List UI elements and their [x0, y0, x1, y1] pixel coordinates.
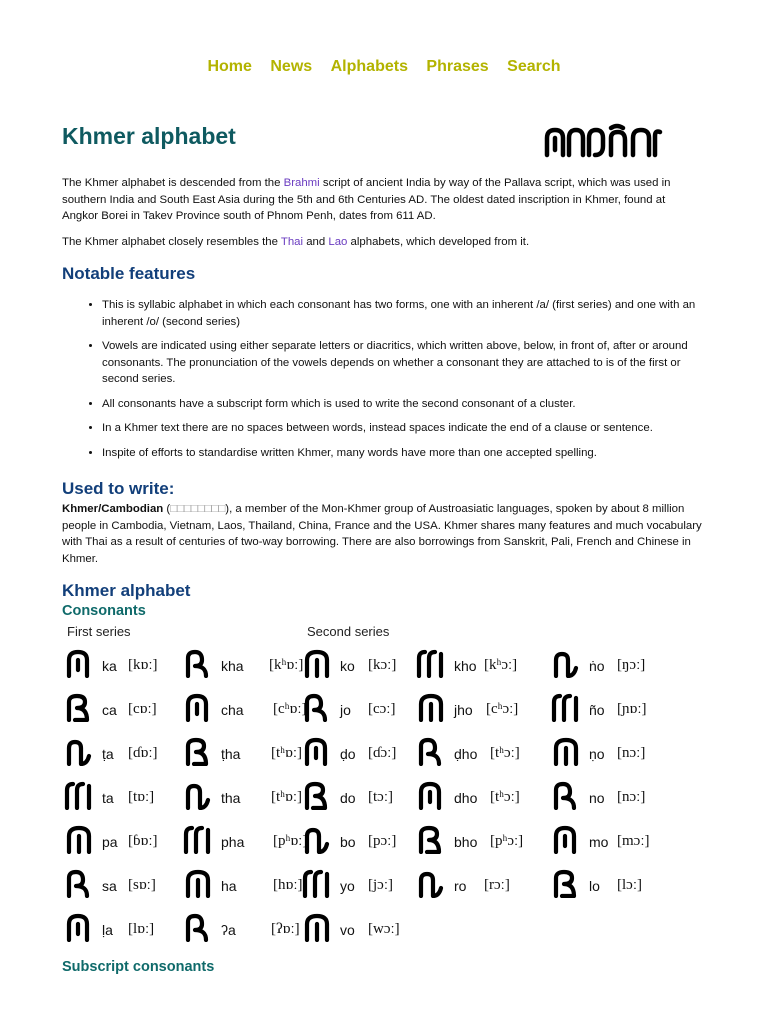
consonant-transliteration: yo [340, 878, 355, 894]
consonant-cell [62, 692, 192, 732]
consonant-glyph [181, 692, 213, 722]
consonant-glyph [414, 736, 446, 766]
consonant-transliteration: ṭa [102, 746, 114, 762]
consonant-transliteration: ḍo [340, 746, 356, 762]
consonant-ipa: [ɲɒː] [617, 701, 647, 717]
consonant-cell [62, 824, 192, 864]
consonant-cell [181, 868, 311, 908]
brahmi-link[interactable]: Brahmi [283, 177, 320, 189]
consonant-glyph [62, 692, 94, 722]
consonant-glyph [62, 780, 94, 810]
consonant-glyph [300, 912, 332, 942]
consonant-ipa: [ʔɒː] [271, 921, 300, 937]
consonant-ipa: [tɒː] [128, 789, 155, 805]
first-series-label: First series [67, 624, 131, 639]
consonant-ipa: [pɔː] [368, 833, 397, 849]
khmer-alphabet-heading: Khmer alphabet [62, 581, 191, 600]
consonant-cell [300, 780, 430, 820]
consonant-transliteration: ʔa [221, 922, 236, 938]
consonant-glyph [300, 868, 332, 898]
lao-link[interactable]: Lao [328, 236, 348, 248]
list-item: • In a Khmer text there are no spaces between words, instead spaces indicate the end of a clause or sentence. [102, 420, 702, 437]
consonant-ipa: [ɗɔː] [368, 745, 397, 761]
consonant-transliteration: bo [340, 834, 356, 850]
list-item: • Vowels are indicated using either separate letters or diacritics, which written above, below, in front of, after or around consonants. The pronunciation of the vowels depends on whether a consonant they are attached to is of the first or second series. [102, 338, 702, 388]
list-item: • This is syllabic alphabet in which each consonant has two forms, one with an inherent /a/ (first series) and one with an inherent /o/ (second series) [102, 297, 702, 330]
consonant-cell [414, 692, 544, 732]
consonant-ipa: [tʰɒː] [271, 745, 302, 761]
consonant-transliteration: ka [102, 658, 117, 674]
consonant-cell [62, 736, 192, 776]
subscript-consonants-heading: Subscript consonants [62, 959, 215, 975]
used-to-write-heading: Used to write: [62, 479, 175, 498]
consonant-transliteration: ca [102, 702, 117, 718]
consonant-cell [181, 692, 311, 732]
consonant-cell [181, 648, 311, 688]
consonant-ipa: [cɔː] [368, 701, 396, 717]
consonant-glyph [300, 692, 332, 722]
consonant-ipa: [cɒː] [128, 701, 157, 717]
consonant-ipa: [pʰɒː] [273, 833, 308, 849]
consonant-glyph [549, 692, 581, 722]
consonant-ipa: [pʰɔː] [490, 833, 524, 849]
consonant-ipa: [hɒː] [273, 877, 303, 893]
consonant-ipa: [lɔː] [617, 877, 642, 893]
consonant-ipa: [nɔː] [617, 745, 646, 761]
consonant-cell [181, 824, 311, 864]
consonant-glyph [181, 824, 213, 854]
consonant-transliteration: pha [221, 834, 245, 850]
consonant-transliteration: do [340, 790, 356, 806]
list-item: • Inspite of efforts to standardise written Khmer, many words have more than one accepted spelling. [102, 445, 702, 462]
consonant-glyph [549, 824, 581, 854]
consonant-glyph [62, 824, 94, 854]
consonant-transliteration: ro [454, 878, 467, 894]
consonant-transliteration: ṇo [589, 746, 605, 762]
thai-link[interactable]: Thai [280, 236, 304, 248]
consonant-transliteration: kha [221, 658, 244, 674]
consonant-ipa: [ɓɒː] [128, 833, 158, 849]
consonant-transliteration: ḍho [454, 746, 478, 762]
consonant-ipa: [cʰɒː] [273, 701, 307, 717]
consonant-transliteration: ṭha [221, 746, 241, 762]
consonant-transliteration: lo [589, 878, 600, 894]
consonant-cell [300, 868, 430, 908]
consonant-glyph [62, 648, 94, 678]
consonant-ipa: [ŋɔː] [617, 657, 646, 673]
consonant-glyph [62, 868, 94, 898]
consonant-glyph [549, 780, 581, 810]
native-name-boxes: □□□□□□□□ [170, 503, 226, 515]
consonant-cell [62, 868, 192, 908]
notable-features-heading: Notable features [62, 264, 196, 283]
consonant-ipa: [jɔː] [368, 877, 393, 893]
consonant-transliteration: tha [221, 790, 241, 806]
consonant-ipa: [ɗɒː] [128, 745, 158, 761]
consonant-ipa: [nɔː] [617, 789, 646, 805]
consonant-cell [300, 736, 430, 776]
consonant-transliteration: vo [340, 922, 355, 938]
consonant-ipa: [kɔː] [368, 657, 397, 673]
consonant-cell [414, 780, 544, 820]
nav-home-link[interactable]: Home [207, 58, 252, 75]
consonant-cell [549, 824, 679, 864]
consonant-cell [414, 736, 544, 776]
consonant-cell [414, 868, 544, 908]
consonant-cell [549, 692, 679, 732]
khmer-script-title-glyph [543, 122, 665, 158]
consonant-transliteration: jho [454, 702, 473, 718]
nav-alphabets-link[interactable]: Alphabets [330, 58, 408, 75]
consonant-glyph [414, 692, 446, 722]
consonants-heading: Consonants [62, 603, 146, 619]
consonant-cell [414, 648, 544, 688]
nav-phrases-link[interactable]: Phrases [426, 58, 489, 75]
consonant-glyph [300, 780, 332, 810]
consonant-ipa: [rɔː] [484, 877, 510, 893]
consonant-glyph [414, 868, 446, 898]
consonant-ipa: [kʰɒː] [269, 657, 304, 673]
consonant-glyph [62, 736, 94, 766]
consonant-ipa: [tɔː] [368, 789, 393, 805]
consonant-ipa: [cʰɔː] [486, 701, 519, 717]
consonant-transliteration: ṅo [589, 658, 605, 674]
consonant-cell [300, 912, 430, 952]
consonant-cell [300, 692, 430, 732]
consonant-glyph [414, 824, 446, 854]
consonant-glyph [414, 648, 446, 678]
consonant-ipa: [tʰɒː] [271, 789, 302, 805]
top-nav [0, 58, 768, 76]
consonant-ipa: [lɒː] [128, 921, 155, 937]
consonant-cell [300, 648, 430, 688]
nav-search-link[interactable]: Search [507, 58, 561, 75]
consonant-ipa: [mɔː] [617, 833, 650, 849]
consonant-transliteration: cha [221, 702, 244, 718]
consonant-cell [62, 648, 192, 688]
consonant-transliteration: ko [340, 658, 355, 674]
consonant-transliteration: no [589, 790, 605, 806]
consonant-transliteration: bho [454, 834, 478, 850]
consonant-transliteration: ha [221, 878, 237, 894]
consonant-glyph [62, 912, 94, 942]
consonant-cell [549, 868, 679, 908]
consonant-ipa: [tʰɔː] [490, 789, 520, 805]
consonant-transliteration: kho [454, 658, 477, 674]
consonant-transliteration: mo [589, 834, 609, 850]
consonant-transliteration: jo [340, 702, 351, 718]
consonant-cell [549, 780, 679, 820]
khmer-title-image [543, 122, 665, 158]
list-item: • All consonants have a subscript form which is used to write the second consonant of a cluster. [102, 396, 702, 413]
consonant-cell [181, 780, 311, 820]
consonant-cell [62, 780, 192, 820]
consonant-glyph [181, 780, 213, 810]
consonant-glyph [549, 736, 581, 766]
consonant-ipa: [sɒː] [128, 877, 156, 893]
consonant-transliteration: dho [454, 790, 478, 806]
consonant-glyph [300, 824, 332, 854]
used-to-write-paragraph: Khmer/Cambodian (□□□□□□□□), a member of the Mon-Khmer group of Austroasiatic languages, spoken by about 8 million people in Cambodia, Vietnam, Laos, Thailand, China, France and the USA. Khmer shares many features and much vocabulary with Thai as a result of centuries of two-way borrowing. There are also borrowings from Sanskrit, Pali, French and Chinese in Khmer. [62, 503, 702, 565]
language-name: Khmer/Cambodian [62, 503, 164, 515]
consonant-glyph [549, 868, 581, 898]
consonant-ipa: [wɔː] [368, 921, 400, 937]
consonant-transliteration: ḷa [102, 922, 113, 938]
consonant-cell [181, 736, 311, 776]
second-series-label: Second series [307, 624, 390, 639]
consonant-glyph [181, 648, 213, 678]
consonant-transliteration: ta [102, 790, 114, 806]
consonant-ipa: [kʰɔː] [484, 657, 518, 673]
consonant-glyph [549, 648, 581, 678]
consonant-cell [62, 912, 192, 952]
consonant-transliteration: pa [102, 834, 118, 850]
consonant-glyph [181, 868, 213, 898]
consonant-cell [300, 824, 430, 864]
notable-features-list [62, 297, 702, 469]
consonant-cell [549, 648, 679, 688]
consonant-ipa: [kɒː] [128, 657, 158, 673]
consonant-transliteration: ño [589, 702, 605, 718]
nav-news-link[interactable]: News [270, 58, 313, 75]
intro-paragraph-2: The Khmer alphabet closely resembles the Thai and Lao alphabets, which developed from it. [62, 236, 530, 248]
consonant-glyph [181, 736, 213, 766]
consonant-cell [549, 736, 679, 776]
consonant-glyph [414, 780, 446, 810]
consonant-glyph [181, 912, 213, 942]
consonant-glyph [300, 648, 332, 678]
consonant-transliteration: sa [102, 878, 117, 894]
consonant-cell [414, 824, 544, 864]
page-title: Khmer alphabet [62, 123, 236, 149]
consonant-cell [181, 912, 311, 952]
consonant-glyph [300, 736, 332, 766]
consonant-ipa: [tʰɔː] [490, 745, 520, 761]
intro-paragraph-1: The Khmer alphabet is descended from the Brahmi script of ancient India by way of the Pallava script, which was used in southern India and South East Asia during the 5th and 6th Centuries AD. The oldest dated inscription in Khmer, found at Angkor Borei in Takev Province south of Phnom Penh, dates from 611 AD. [62, 177, 671, 222]
